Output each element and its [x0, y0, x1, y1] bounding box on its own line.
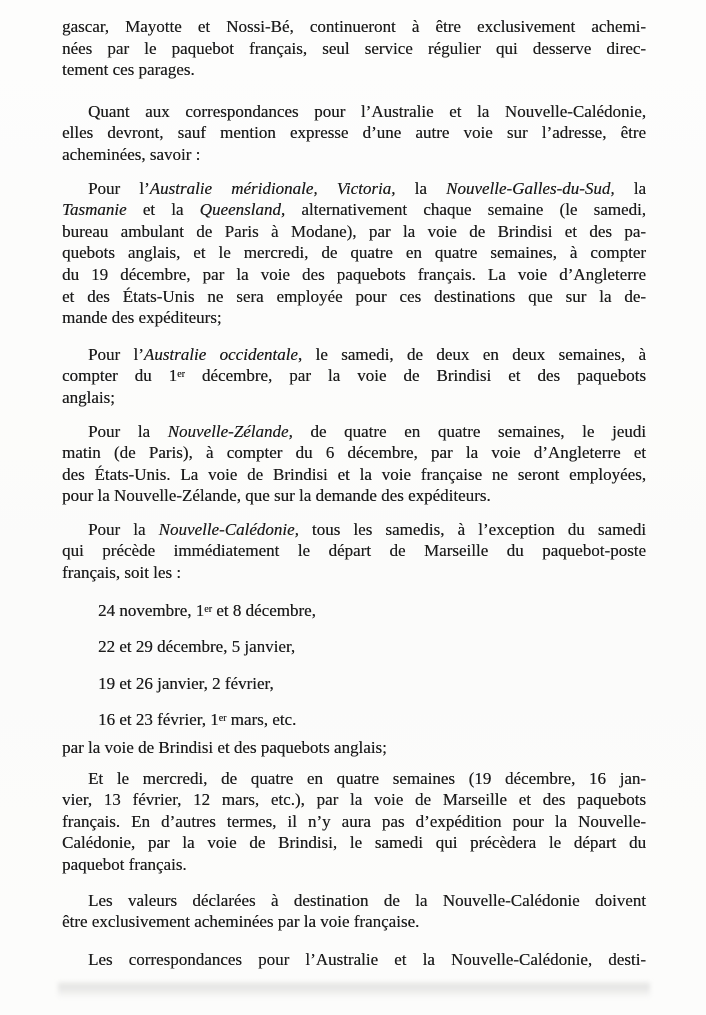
- text-line: [62, 387, 646, 409]
- paragraph: [62, 16, 646, 81]
- date-list-item: [98, 600, 646, 622]
- text-run: français, soit les :: [62, 563, 181, 583]
- text-line: [62, 199, 646, 221]
- superscript-text: er: [177, 369, 185, 381]
- text-run: Pour la: [88, 519, 159, 539]
- text-run: français. En d’autres termes, il n’y aura pas d’expédition pour la Nouvelle-: [62, 811, 646, 831]
- text-line: [62, 832, 646, 854]
- text-run: anglais;: [62, 387, 115, 407]
- date-list-item: [98, 636, 646, 658]
- text-line: [62, 890, 646, 912]
- text-run: vier, 13 février, 12 mars, etc.), par la voie de Marseille et des paquebots: [62, 790, 646, 810]
- text-run: quebots anglais, et le mercredi, de quatre en quatre semaines, à compter: [62, 243, 646, 263]
- text-run: acheminées, savoir :: [62, 144, 201, 164]
- text-line: [62, 421, 646, 443]
- text-run: 19 et 26 janvier, 2 février,: [98, 673, 274, 693]
- text-line: [62, 789, 646, 811]
- text-run: mars, etc.: [226, 710, 297, 730]
- paragraph: [62, 178, 646, 329]
- date-list: [62, 600, 646, 731]
- text-run: la: [614, 178, 647, 198]
- text-run: 16 et 23 février, 1: [98, 710, 219, 730]
- italic-text: Nouvelle-Zélande,: [167, 421, 293, 441]
- paragraph: [62, 949, 646, 971]
- superscript-text: er: [218, 713, 227, 725]
- italic-text: Nouvelle-Galles-du-Sud,: [446, 178, 615, 198]
- text-line: [62, 307, 646, 329]
- text-line: [62, 485, 646, 507]
- text-line: [62, 38, 646, 60]
- text-line: [62, 365, 646, 387]
- paragraph: [62, 890, 646, 933]
- text-run: paquebot français.: [62, 855, 187, 874]
- paragraph: [62, 344, 646, 409]
- text-run: tous les samedis, à l’exception du samedi: [298, 519, 646, 539]
- text-run: Pour l’: [88, 344, 144, 364]
- text-line: [62, 442, 646, 464]
- text-line: [62, 178, 646, 200]
- text-run: pour la Nouvelle-Zélande, que sur la demande des expéditeurs.: [62, 486, 491, 506]
- text-run: 24 novembre, 1: [98, 600, 205, 620]
- italic-text: Tasmanie: [62, 200, 127, 220]
- text-run: tement ces parages.: [62, 60, 195, 80]
- text-line: [62, 519, 646, 541]
- text-line: [62, 59, 646, 81]
- text-line: [62, 854, 646, 876]
- paragraph: [62, 519, 646, 584]
- text-run: Et le mercredi, de quatre en quatre semaines (19 décembre, 16 jan-: [88, 768, 646, 788]
- paragraph: [62, 421, 646, 507]
- text-run: et 8 décembre,: [212, 600, 316, 620]
- superscript-text: er: [204, 603, 213, 615]
- text-line: [62, 464, 646, 486]
- text-line: [62, 242, 646, 264]
- text-line: [62, 144, 646, 166]
- text-run: Calédonie, par la voie de Brindisi, le samedi qui précèdera le départ du: [62, 833, 646, 853]
- text-run: et des États-Unis ne sera employée pour ces destinations que sur la de-: [62, 286, 646, 306]
- text-run: de quatre en quatre semaines, le jeudi: [292, 421, 646, 441]
- date-list-item: [98, 673, 646, 695]
- text-run: décembre, par la voie de Brindisi et des paquebots: [184, 366, 646, 386]
- text-run: par la voie de Brindisi et des paquebots anglais;: [62, 738, 387, 758]
- text-run: alternativement chaque semaine (le samedi,: [285, 200, 646, 220]
- text-run: mande des expéditeurs;: [62, 308, 222, 328]
- text-line: [62, 16, 646, 38]
- text-line: [62, 768, 646, 790]
- text-line: [62, 286, 646, 308]
- italic-text: Nouvelle-Calédonie,: [158, 519, 299, 539]
- text-run: nées par le paquebot français, seul service régulier qui desserve direc-: [62, 38, 646, 58]
- text-run: qui précède immédiatement le départ de Marseille du paquebot-poste: [62, 541, 646, 561]
- paragraph: [62, 737, 646, 759]
- text-run: bureau ambulant de Paris à Modane), par la voie de Brindisi et des pa-: [62, 221, 646, 241]
- text-run: Quant aux correspondances pour l’Australie et la Nouvelle-Calédonie,: [88, 101, 646, 121]
- text-run: compter du 1: [62, 366, 178, 386]
- cutoff-next-line-band: [58, 982, 650, 998]
- date-list-item: [98, 709, 646, 731]
- text-run: gascar, Mayotte et Nossi-Bé, continueront à être exclusivement achemi-: [62, 17, 646, 36]
- text-line: [62, 221, 646, 243]
- text-line: [62, 562, 646, 584]
- text-run: 22 et 29 décembre, 5 janvier,: [98, 637, 296, 657]
- text-run: Les valeurs déclarées à destination de la Nouvelle-Calédonie doivent: [88, 890, 646, 910]
- text-run: , le samedi, de deux en deux semaines, à: [297, 344, 646, 364]
- text-line: [62, 737, 646, 759]
- text-line: [62, 811, 646, 833]
- italic-text: Queensland,: [199, 200, 286, 220]
- text-line: [62, 122, 646, 144]
- text-line: [62, 540, 646, 562]
- text-run: Les correspondances pour l’Australie et la Nouvelle-Calédonie, desti-: [88, 949, 646, 969]
- italic-text: Australie méridionale, Victoria,: [149, 178, 396, 198]
- paragraph: [62, 101, 646, 166]
- text-line: [62, 344, 646, 366]
- text-line: [62, 949, 646, 971]
- text-run: du 19 décembre, par la voie des paquebots français. La voie d’Angleterre: [62, 264, 646, 284]
- text-run: Pour la: [88, 421, 168, 441]
- text-line: [62, 264, 646, 286]
- text-run: et la: [126, 200, 200, 220]
- text-run: des États-Unis. La voie de Brindisi et la voie française ne seront employées,: [62, 464, 646, 484]
- text-line: [62, 911, 646, 933]
- paragraph: [62, 768, 646, 876]
- text-run: elles devront, sauf mention expresse d’une autre voie sur l’adresse, être: [62, 123, 646, 143]
- text-run: être exclusivement acheminées par la voie française.: [62, 912, 420, 932]
- text-run: matin (de Paris), à compter du 6 décembre, par la voie d’Angleterre et: [62, 443, 646, 463]
- text-run: Pour l’: [88, 178, 150, 198]
- text-line: [62, 101, 646, 123]
- text-run: la: [395, 178, 447, 198]
- italic-text: Australie occidentale: [143, 344, 298, 364]
